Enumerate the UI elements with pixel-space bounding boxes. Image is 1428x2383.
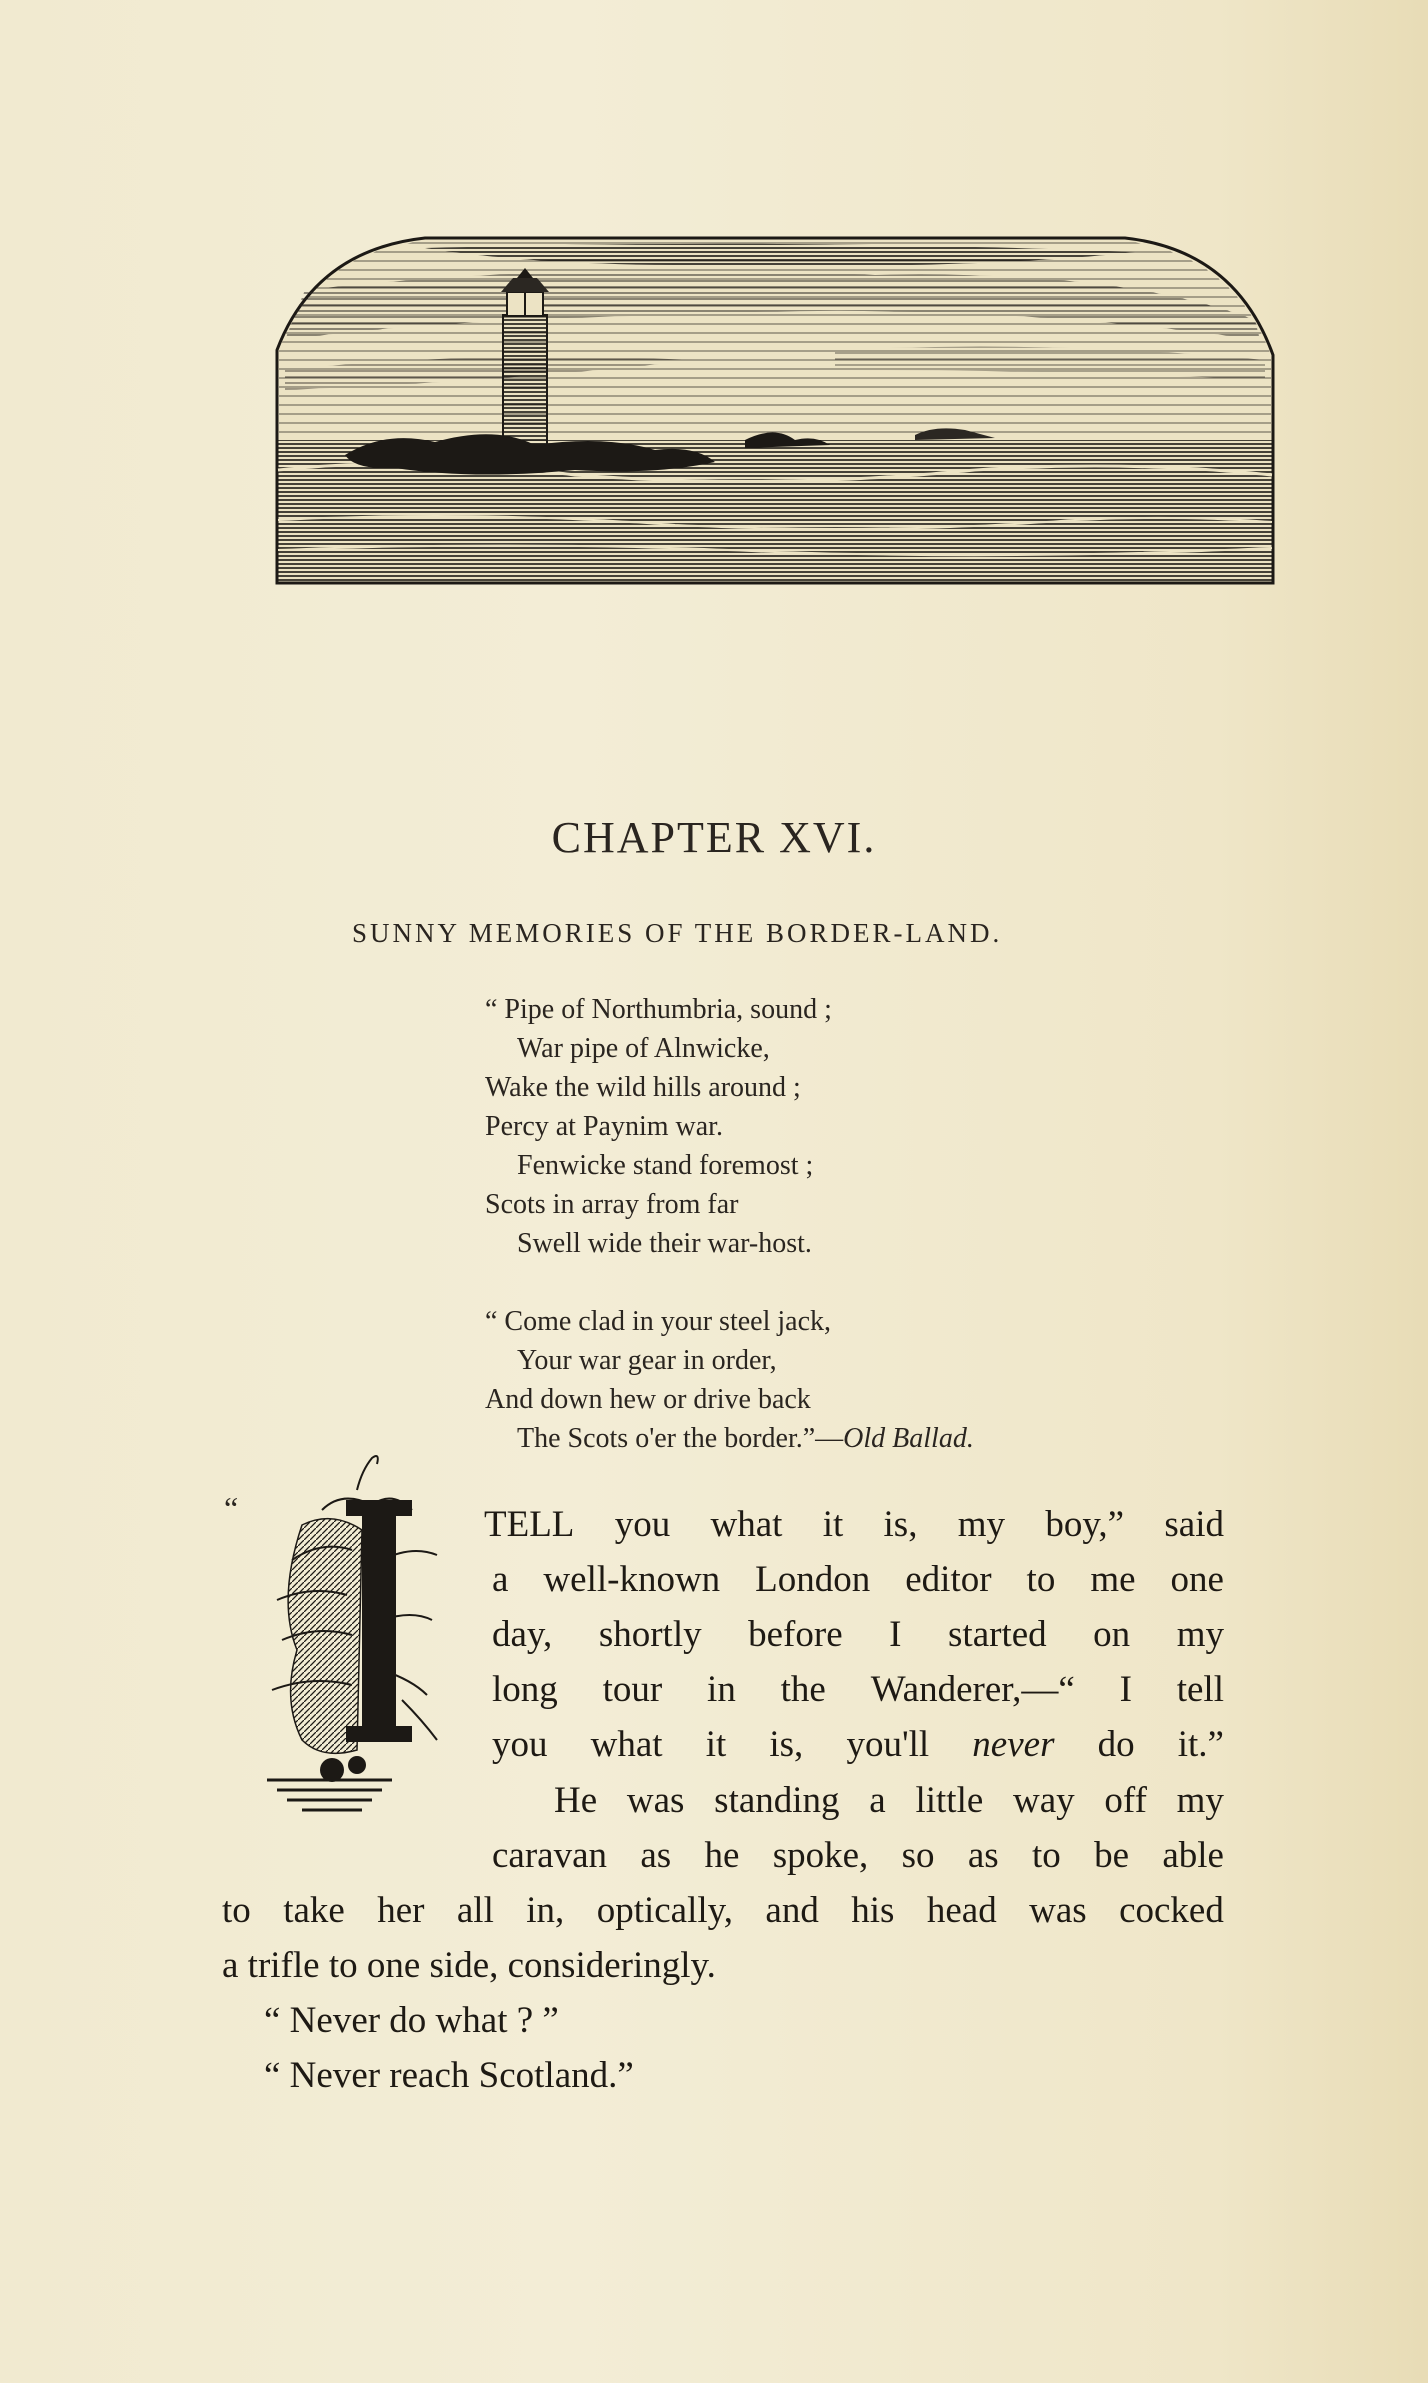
word: a (869, 1780, 886, 1821)
prose-line (222, 1883, 1224, 1938)
word: my (1176, 1614, 1224, 1655)
word: you (614, 1504, 671, 1545)
epigraph-line: Wake the wild hills around ; (485, 1072, 801, 1103)
word: do (1097, 1724, 1135, 1765)
word: I (1119, 1669, 1132, 1710)
word: started (948, 1614, 1047, 1655)
word: tell (1176, 1669, 1224, 1710)
word: TELL (484, 1504, 575, 1545)
word: her (377, 1890, 425, 1931)
epigraph-line: Swell wide their war-host. (517, 1228, 812, 1259)
word: boy,” (1045, 1504, 1125, 1545)
word: able (1162, 1835, 1224, 1876)
word: as (967, 1835, 999, 1876)
word: is, (883, 1504, 918, 1545)
word: I (889, 1614, 902, 1655)
word: in (707, 1669, 736, 1710)
chapter-title: CHAPTER XVI. (551, 813, 877, 862)
word: was (1029, 1890, 1087, 1931)
word: to (1026, 1559, 1056, 1600)
prose-line (554, 1773, 1224, 1828)
word: it (822, 1504, 844, 1545)
word: my (1176, 1780, 1224, 1821)
epigraph-line: Fenwicke stand foremost ; (517, 1150, 814, 1181)
word: to (1031, 1835, 1061, 1876)
epigraph-line: War pipe of Alnwicke, (517, 1033, 770, 1064)
word: editor (905, 1559, 992, 1600)
word: long (492, 1669, 558, 1710)
word: be (1094, 1835, 1129, 1876)
word: caravan (492, 1835, 608, 1876)
italic-word: never (972, 1724, 1055, 1765)
word: a (492, 1559, 509, 1600)
epigraph-line: “ Come clad in your steel jack, (485, 1306, 831, 1337)
word: his (851, 1890, 895, 1931)
prose-line (492, 1607, 1224, 1662)
word: is, (769, 1724, 804, 1765)
epigraph-stanza (485, 1302, 974, 1458)
word: optically, (596, 1890, 734, 1931)
epigraph-attribution: Old Ballad. (843, 1423, 974, 1454)
word: one (1170, 1559, 1224, 1600)
dialogue-line: “ Never do what ? ” (264, 2000, 559, 2041)
word: all (456, 1890, 494, 1931)
word: so (901, 1835, 935, 1876)
prose-line (484, 1497, 1224, 1552)
prose-line (492, 1662, 1224, 1717)
word: he (704, 1835, 740, 1876)
word: in, (526, 1890, 565, 1931)
word: to (222, 1890, 251, 1931)
word: it (705, 1724, 727, 1765)
word: what (710, 1504, 783, 1545)
word: said (1164, 1504, 1224, 1545)
epigraph-line: Scots in array from far (485, 1189, 739, 1220)
word: you (492, 1724, 548, 1765)
word: London (755, 1559, 871, 1600)
paragraph (484, 1497, 1224, 1772)
epigraph-line: Your war gear in order, (517, 1345, 777, 1376)
word: my (957, 1504, 1006, 1545)
prose-line: a trifle to one side, consideringly. (222, 1945, 716, 1986)
word: He (554, 1780, 598, 1821)
word: way (1013, 1780, 1075, 1821)
epigraph-line: “ Pipe of Northumbria, sound ; (485, 994, 832, 1025)
epigraph-stanza (485, 990, 832, 1263)
lighthouse-seascape-engraving (275, 230, 1275, 585)
word: little (915, 1780, 984, 1821)
dialogue-line: “ Never reach Scotland.” (264, 2055, 634, 2096)
opening-quote-mark: “ (224, 1490, 239, 1526)
word: spoke, (772, 1835, 869, 1876)
word: Wanderer,—“ (870, 1669, 1075, 1710)
word: shortly (598, 1614, 702, 1655)
word: standing (714, 1780, 840, 1821)
word: day, (492, 1614, 553, 1655)
word: as (640, 1835, 672, 1876)
word: take (283, 1890, 345, 1931)
word: tour (602, 1669, 663, 1710)
word: it.” (1177, 1724, 1224, 1765)
prose-line (492, 1717, 1224, 1772)
chapter-subtitle: SUNNY MEMORIES OF THE BORDER-LAND. (352, 918, 1003, 948)
prose-line (492, 1552, 1224, 1607)
prose-line (492, 1828, 1224, 1883)
word: cocked (1119, 1890, 1224, 1931)
word: and (765, 1890, 819, 1931)
word: me (1090, 1559, 1136, 1600)
word: was (626, 1780, 685, 1821)
word: on (1093, 1614, 1131, 1655)
word: well-known (543, 1559, 721, 1600)
word: you'll (846, 1724, 930, 1765)
epigraph-line: And down hew or drive back (485, 1384, 811, 1415)
word: off (1104, 1780, 1147, 1821)
word: the (780, 1669, 826, 1710)
word: head (926, 1890, 997, 1931)
word: what (590, 1724, 663, 1765)
epigraph-line: Percy at Paynim war. (485, 1111, 723, 1142)
epigraph-last-line: The Scots o'er the border.”— (517, 1423, 844, 1454)
word: before (748, 1614, 843, 1655)
epigraph-line (485, 1419, 974, 1458)
paragraph (222, 1773, 1224, 1993)
